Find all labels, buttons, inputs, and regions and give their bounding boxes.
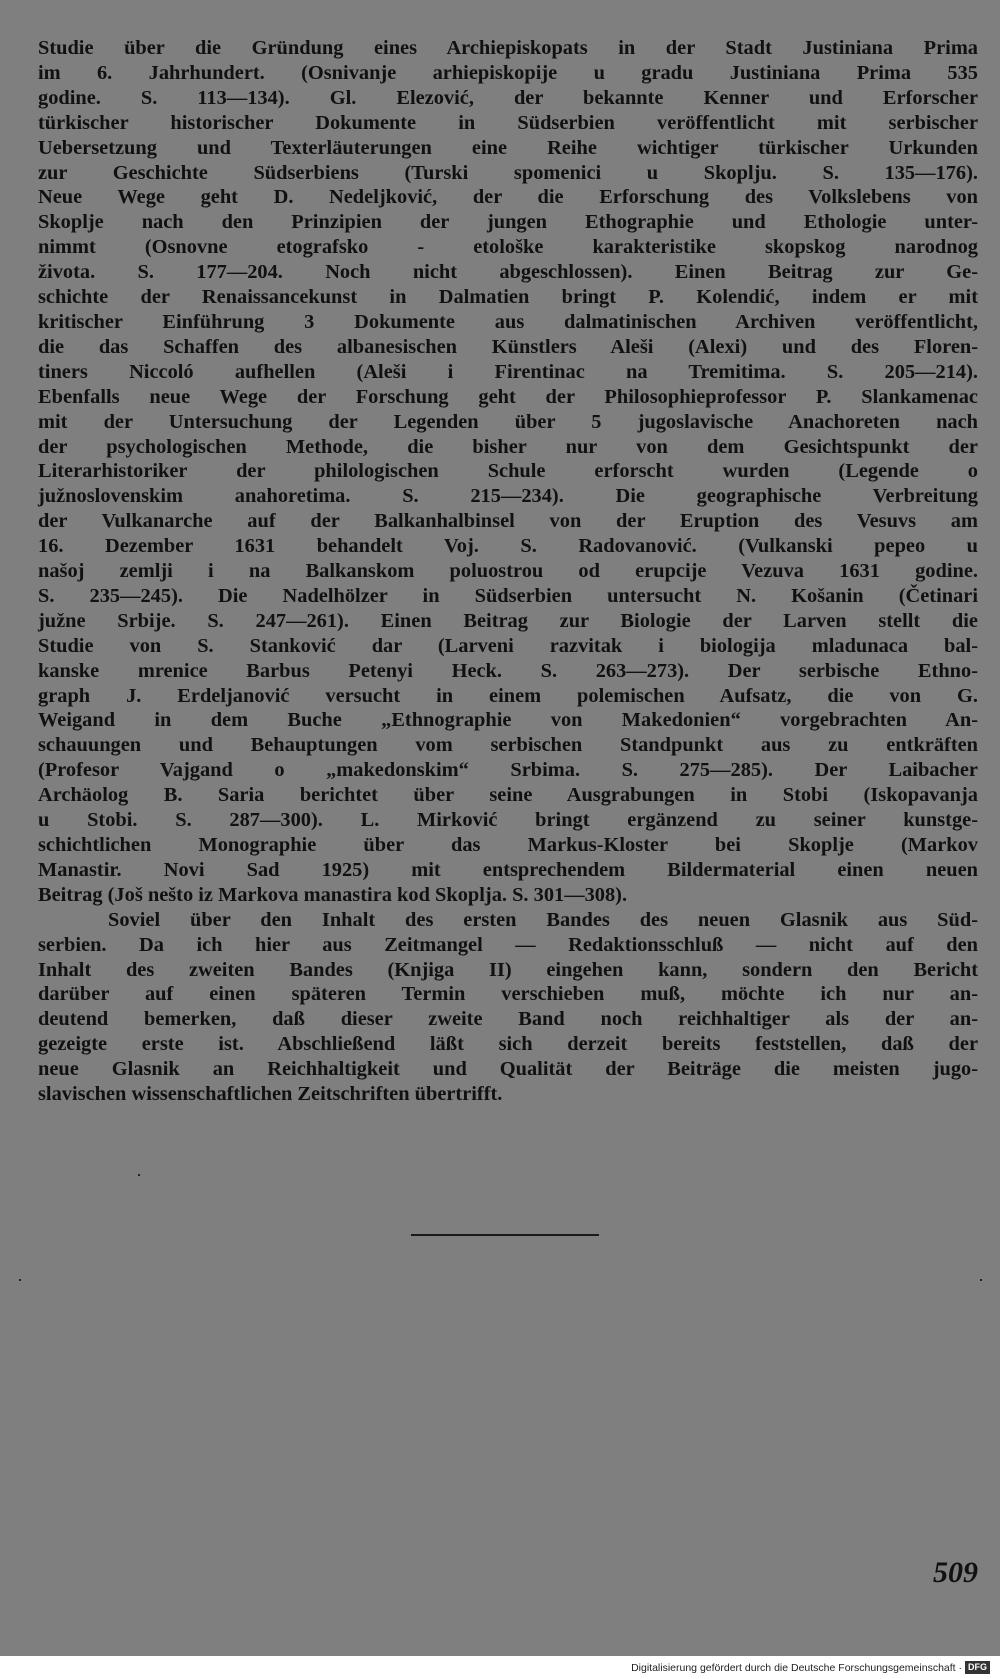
section-divider bbox=[411, 1234, 599, 1236]
dfg-logo: DFG bbox=[965, 1661, 990, 1674]
text-line: Weigand in dem Buche „Ethnographie von Makedonien“ vorgebrachten An- bbox=[38, 709, 978, 732]
page-number: 509 bbox=[933, 1556, 978, 1589]
text-line: Archäolog B. Saria berichtet über seine Ausgrabungen in Stobi (Iskopavanja bbox=[38, 784, 978, 807]
text-line: tiners Niccoló aufhellen (Aleši i Firentinac na Tremitima. S. 205—214). bbox=[38, 360, 978, 383]
text-line: S. 235—245). Die Nadelhölzer in Südserbien untersucht N. Košanin (Četinari bbox=[38, 584, 978, 607]
text-line: neue Glasnik an Reichhaltigkeit und Qualität der Beiträge die meisten jugo- bbox=[38, 1058, 978, 1081]
text-line: mit der Untersuchung der Legenden über 5 jugoslavische Anachoreten nach bbox=[38, 410, 978, 433]
text-line: schauungen und Behauptungen vom serbischen Standpunkt aus zu entkräften bbox=[38, 734, 978, 757]
scan-speck bbox=[980, 1279, 982, 1281]
text-line: kanske mrenice Barbus Petenyi Heck. S. 263—273). Der serbische Ethno- bbox=[38, 659, 978, 682]
text-line: Uebersetzung und Texterläuterungen eine Reihe wichtiger türkischer Urkunden bbox=[38, 136, 978, 159]
text-line: deutend bemerken, daß dieser zweite Band noch reichhaltiger als der an- bbox=[38, 1008, 978, 1031]
text-line: serbien. Da ich hier aus Zeitmangel — Redaktionsschluß — nicht auf den bbox=[38, 933, 978, 956]
text-line: darüber auf einen späteren Termin verschieben muß, möchte ich nur an- bbox=[38, 983, 978, 1006]
text-line: života. S. 177—204. Noch nicht abgeschlossen). Einen Beitrag zur Ge- bbox=[38, 261, 978, 284]
text-line: (Profesor Vajgand o „makedonskim“ Srbima. S. 275—285). Der Laibacher bbox=[38, 759, 978, 782]
text-line: Neue Wege geht D. Nedeljković, der die Erforschung des Volkslebens von bbox=[38, 186, 978, 209]
scan-speck bbox=[138, 1174, 140, 1176]
text-line: Manastir. Novi Sad 1925) mit entsprechendem Bildermaterial einen neuen bbox=[38, 858, 978, 881]
text-line: gezeigte erste ist. Abschließend läßt sich derzeit bereits feststellen, daß der bbox=[38, 1033, 978, 1056]
text-line: Studie über die Gründung eines Archiepiskopats in der Stadt Justiniana Prima bbox=[38, 37, 978, 59]
text-line: slavischen wissenschaftlichen Zeitschriften übertrifft. bbox=[38, 1083, 503, 1106]
text-line: u Stobi. S. 287—300). L. Mirković bringt ergänzend zu seiner kunstge- bbox=[38, 809, 978, 832]
text-line: našoj zemlji i na Balkanskom poluostrou od erupcije Vezuva 1631 godine. bbox=[38, 560, 978, 583]
text-line: der Vulkanarche auf der Balkanhalbinsel von der Eruption des Vesuvs am bbox=[38, 510, 978, 533]
text-line: graph J. Erdeljanović versucht in einem polemischen Aufsatz, die von G. bbox=[38, 684, 978, 707]
text-line: schichte der Renaissancekunst in Dalmatien bringt P. Kolendić, indem er mit bbox=[38, 286, 978, 309]
body-text bbox=[38, 36, 978, 1107]
scan-speck bbox=[19, 1279, 21, 1281]
digitization-credit: Digitalisierung gefördert durch die Deutsche Forschungsgemeinschaft · bbox=[631, 1662, 962, 1674]
text-line: Studie von S. Stanković dar (Larveni razvitak i biologija mladunaca bal- bbox=[38, 634, 978, 657]
text-line: južne Srbije. S. 247—261). Einen Beitrag zur Biologie der Larven stellt die bbox=[38, 609, 978, 632]
text-line: Skoplje nach den Prinzipien der jungen Ethographie und Ethologie unter- bbox=[38, 211, 978, 234]
text-line: Beitrag (Još nešto iz Markova manastira kod Skoplja. S. 301—308). bbox=[38, 883, 628, 906]
text-line: türkischer historischer Dokumente in Südserbien veröffentlicht mit serbischer bbox=[38, 111, 978, 134]
text-line: 16. Dezember 1631 behandelt Voj. S. Radovanović. (Vulkanski pepeo u bbox=[38, 535, 978, 558]
text-line: zur Geschichte Südserbiens (Turski spomenici u Skoplju. S. 135—176). bbox=[38, 161, 978, 184]
text-line: Literarhistoriker der philologischen Schule erforscht wurden (Legende o bbox=[38, 460, 978, 483]
footer-bar bbox=[0, 1656, 1000, 1679]
text-line: schichtlichen Monographie über das Markus-Kloster bei Skoplje (Markov bbox=[38, 834, 978, 856]
text-line: južnoslovenskim anahoretima. S. 215—234). Die geographische Verbreitung bbox=[38, 485, 978, 508]
text-line: nimmt (Osnovne etografsko - etološke karakteristike skopskog narodnog bbox=[38, 236, 978, 259]
text-line: im 6. Jahrhundert. (Osnivanje arhiepiskopije u gradu Justiniana Prima 535 bbox=[38, 61, 978, 84]
text-line: Ebenfalls neue Wege der Forschung geht der Philosophieprofessor P. Slankamenac bbox=[38, 385, 978, 408]
text-line: godine. S. 113—134). Gl. Elezović, der bekannte Kenner und Erforscher bbox=[38, 86, 978, 109]
text-line: Soviel über den Inhalt des ersten Bandes des neuen Glasnik aus Süd- bbox=[108, 908, 978, 931]
text-line: Inhalt des zweiten Bandes (Knjiga II) eingehen kann, sondern den Bericht bbox=[38, 958, 978, 981]
text-line: der psychologischen Methode, die bisher nur von dem Gesichtspunkt der bbox=[38, 435, 978, 458]
text-line: die das Schaffen des albanesischen Künstlers Aleši (Alexi) und des Floren- bbox=[38, 335, 978, 358]
text-line: kritischer Einführung 3 Dokumente aus dalmatinischen Archiven veröffentlicht, bbox=[38, 310, 978, 333]
